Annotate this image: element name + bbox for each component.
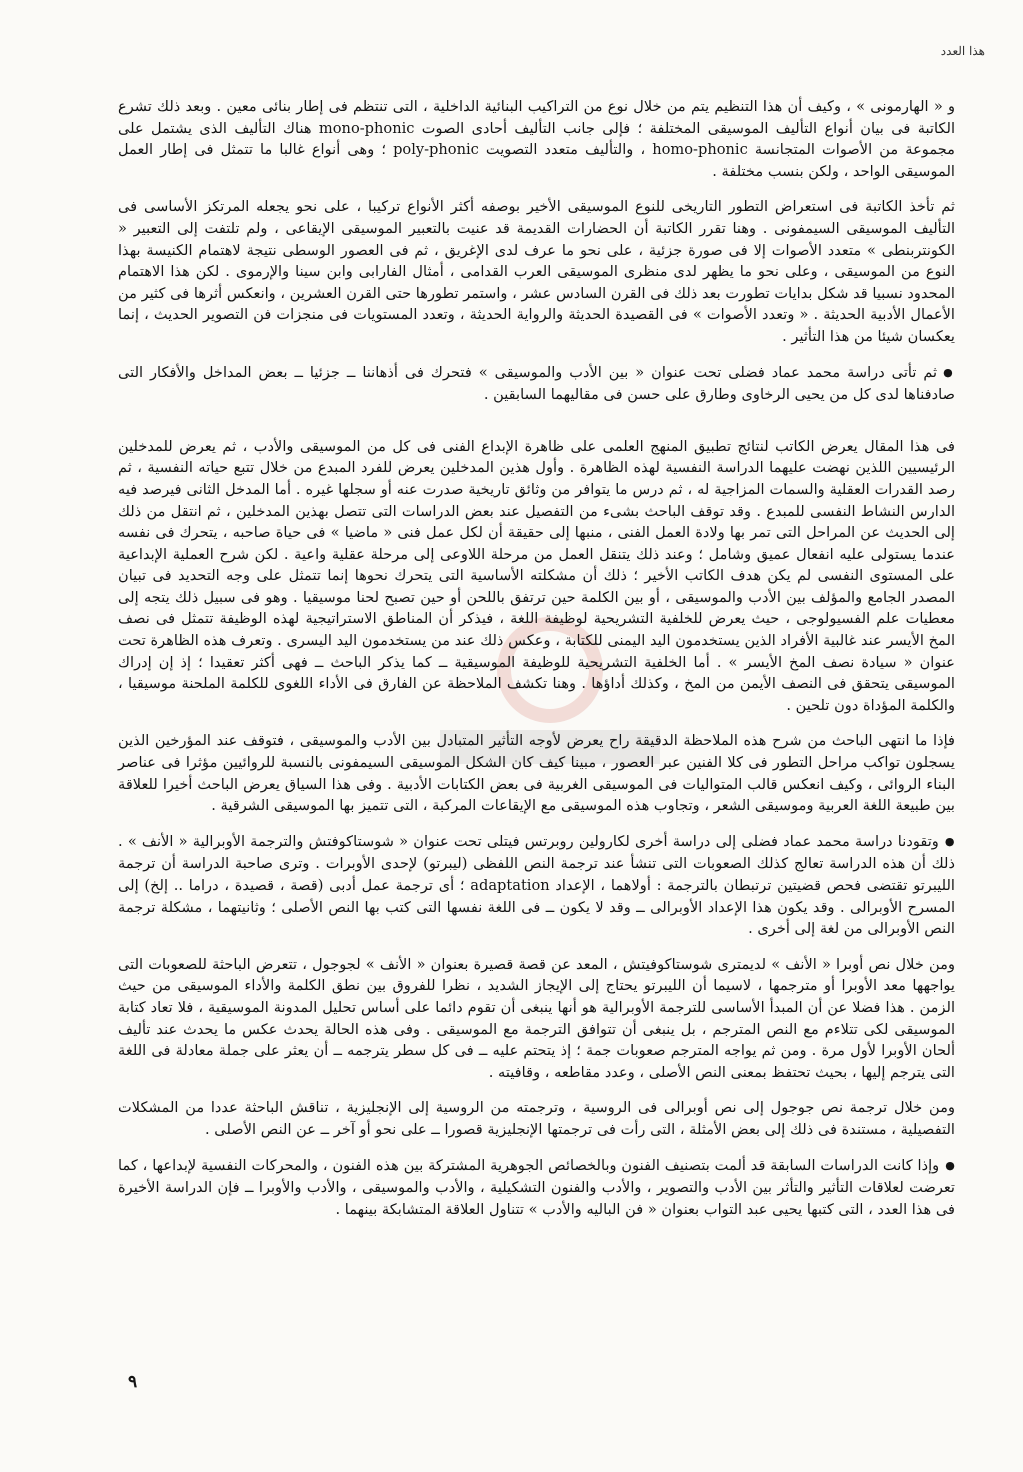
paragraph: ثم تأخذ الكاتبة فى استعراض التطور التاريخى للنوع الموسيقى الأخير بوصفه أكثر الأنواع تركيبا ، على نحو يجعله المرتكز الأساسى فى التأليف الموسيقى السيمفونى . وهنا تقرر الكاتبة أن الحضارات القديمة قد عنيت بالتعبير الموسيقى الإيقاعى ، ولم تلتفت إلى التعبير « الكونتربنطى » متعدد الأصوات إلا فى صورة جزئية ، على نحو ما عرف لدى الإغريق ، ثم فى العصور الوسطى نتيجة لاهتمام الكنيسة بهذا النوع من الموسيقى ، وعلى نحو ما يظهر لدى منظرى الموسيقى العرب القدامى ، أمثال الفارابى وابن سينا والإرموى . لكن هذا الاهتمام المحدود نسبيا قد شكل بدايات تطورت بعد ذلك فى القرن السادس عشر ، واستمر تطورها حتى القرن العشرين ، وانعكس أثرها فى كثير من الأعمال الأدبية الحديثة . « وتعدد الأصوات » فى القصيدة الحديثة والرواية الحديثة ، وتعدد المستويات فى منجزات فن التصوير الحديث ، إنما يعكسان شيئا من هذا التأثير . (118, 198, 955, 345)
bullet-paragraph: ● ثم تأتى دراسة محمد عماد فضلى تحت عنوان « بين الأدب والموسيقى » فتحرك فى أذهاننا ــ جزئيا ــ بعض المداخل والأفكار التى صادفناها لدى كل من يحيى الرخاوى وطارق على حسن فى مقاليهما السابقين . (118, 362, 955, 406)
paragraph: ومن خلال ترجمة نص جوجول إلى نص أوبرالى فى الروسية ، وترجمته من الروسية إلى الإنجليزية ، تناقش الباحثة عددا من المشكلات التفصيلية ، مستندة فى ذلك إلى بعض الأمثلة ، التى رأت فى ترجمتها الإنجليزية قصورا ــ على نحو أو آخر ــ عن النص الأصلى . (118, 1099, 955, 1138)
paragraph: ومن خلال نص أوبرا « الأنف » لديمترى شوستاكوفيتش ، المعد عن قصة قصيرة بعنوان « الأنف » لجوجول ، تتعرض الباحثة للصعوبات التى يواجهها معد الأوبرا أو مترجمها ، لاسيما أن الليبرتو يحتاج إلى الإيجاز الشديد ، نظرا للفروق بين نطق الكلمة والأداء الموسيقى من حيث الزمن . هذا فضلا عن أن المبدأ الأساسى للترجمة الأوبرالية هو أنها ينبغى أن تقوم دائما على أساس تحليل المدونة الموسيقية ، فلا تعاد كتابة الموسيقى لكى تتلاءم مع النص المترجم ، بل ينبغى أن تتوافق الترجمة مع الموسيقى . وفى هذه الحالة يحدث عكس ما يحدث عند تأليف ألحان الأوبرا لأول مرة . ومن ثم يواجه المترجم صعوبات جمة ؛ إذ يتحتم عليه ــ فى كل سطر يترجمه ــ أن يعثر على جملة معادلة فى اللغة التى يترجم إليها ، بحيث تحتفظ بمعنى النص الأصلى ، وعدد مقاطعه ، وقافيته . (118, 955, 955, 1081)
paragraph: فإذا ما انتهى الباحث من شرح هذه الملاحظة الدقيقة راح يعرض لأوجه التأثير المتبادل بين الأدب والموسيقى ، فتوقف عند المؤرخين الذين يسجلون تواكب مراحل التطور فى كلا الفنين عبر العصور ، مبينا كيف كان الشكل الموسيقى السيمفونى بالنسبة للروائيين مؤثرا فى عناصر البناء الروائى ، وكيف انعكس قالب المتواليات فى الموسيقى الغربية فى بعض الكتابات الأدبية . وفى هذا السياق يعرض الباحث أخيرا للعلاقة بين طبيعة اللغة العربية وموسيقى الشعر ، وتجاوب هذه الموسيقى مع الإيقاعات المركبة ، التى تتميز بها الموسيقى الشرقية . (118, 732, 955, 815)
page-number: ٩ (128, 1372, 138, 1392)
article-body (118, 96, 955, 1234)
bullet-paragraph: ● وإذا كانت الدراسات السابقة قد ألمت بتصنيف الفنون وبالخصائص الجوهرية المشتركة بين هذه الفنون ، والمحركات النفسية لإبداعها ، كما تعرضت لعلاقات التأثير والتأثر بين الأدب والتصوير ، والأدب والفنون التشكيلية ، والأدب والموسيقى ، والأدب والأوبرا ــ فإن الدراسة الأخيرة فى هذا العدد ، التى كتبها يحيى عبد التواب بعنوان « فن الباليه والأدب » تتناول العلاقة المتشابكة بينهما . (118, 1155, 955, 1221)
paragraph: و « الهارمونى » ، وكيف أن هذا التنظيم يتم من خلال نوع من التراكيب البنائية الداخلية ، التى تنتظم فى إطار بنائى معين . وبعد ذلك تشرع الكاتبة فى بيان أنواع التأليف الموسيقى المختلفة ؛ فإلى جانب التأليف أحادى الصوت mono-phonic هناك التأليف الذى يشتمل على مجموعة من الأصوات المتجانسة homo-phonic ، والتأليف متعدد التصويت poly-phonic ؛ وهى أنواع غالبا ما تتمثل فى إطار العمل الموسيقى الواحد ، ولكن بنسب مختلفة . (118, 98, 955, 180)
paragraph: فى هذا المقال يعرض الكاتب لنتائج تطبيق المنهج العلمى على ظاهرة الإبداع الفنى فى كل من الموسيقى والأدب ، ثم يعرض للمدخلين الرئيسيين اللذين نهضت عليهما الدراسة النفسية لهذه الظاهرة . وأول هذين المدخلين يعرض للفرد المبدع من خلال تتبع حياته النفسية ، ثم رصد القدرات العقلية والسمات المزاجية له ، ثم درس ما يتوافر من وثائق تاريخية صدرت عنه أو سجلها غيره . أما المدخل الثانى فيرصد فيه الدارس النشاط النفسى للمبدع . وقد توقف الباحث بشىء من التفصيل عند بعض الدراسات التى تتصل بهذين المدخلين ، ثم انتقل من ذلك إلى الحديث عن المراحل التى تمر بها ولادة العمل الفنى ، منبها إلى حقيقة أن لكل عمل فنى « ماضيا » فى حياة صاحبه ، يتحرك فى نفسه عندما يستولى عليه انفعال عميق وشامل ؛ وعند ذلك يتنقل العمل من مرحلة اللاوعى إلى مرحلة عقلية واعية . لكن شرح العملية الإبداعية على المستوى النفسى لم يكن هدف الكاتب الأخير ؛ ذلك أن مشكلته الأساسية التى يتحرك نحوها إنما تتمثل على وجه التحديد فى تبيان المصدر الجامع والمؤلف بين الأدب والموسيقى ، أو بين الكلمة حين ترتفق باللحن أو حين تصبح لحنا موسيقيا . وهو فى سبيل ذلك يتجه إلى معطيات علم الفسيولوجى ، حيث يعرض للخلفية التشريحية لوظيفة اللغة ، فيذكر أن المناطق الاستراتيجية لهذه الوظيفة تتمثل فى نصف المخ الأيسر عند غالبية الأفراد الذين يستخدمون اليد اليمنى للكتابة ، وعكس ذلك عند من يستخدمون اليد اليسرى . وتعرف هذه الظاهرة تحت عنوان « سيادة نصف المخ الأيسر » . أما الخلفية التشريحية للوظيفة الموسيقية ــ كما يذكر الباحث ــ فهى أكثر تعقيدا ؛ إذ إن إدراك الموسيقى يتحقق فى النصف الأيمن من المخ ، وكذلك أداؤها . وهنا تكشف الملاحظة عن الفارق فى الأداء اللغوى للكلمة الملحنة موسيقيا ، والكلمة المؤداة دون تلحين . (118, 437, 955, 714)
bullet-paragraph: ● وتقودنا دراسة محمد عماد فضلى إلى دراسة أخرى لكارولين روبرتس فيتلى تحت عنوان « شوستاكوفتش والترجمة الأوبرالية « الأنف » . ذلك أن هذه الدراسة تعالج كذلك الصعوبات التى تنشأ عند ترجمة النص اللفظى (ليبرتو) لإحدى الأوبرات . وترى صاحبة الدراسة أن ترجمة الليبرتو تقتضى فحص قضيتين ترتبطان بالترجمة : أولاهما ، الإعداد adaptation ؛ أى ترجمة عمل أدبى (قصة ، قصيدة ، دراما .. إلخ) إلى المسرح الأوبرالى . وقد يكون هذا الإعداد الأوبرالى ــ وقد لا يكون ــ فى اللغة نفسها التى كتب بها النص الأصلى ؛ وثانيتهما ، مشكلة ترجمة النص الأوبرالى من لغة إلى أخرى . (118, 831, 955, 940)
running-head: هذا العدد (940, 44, 985, 58)
